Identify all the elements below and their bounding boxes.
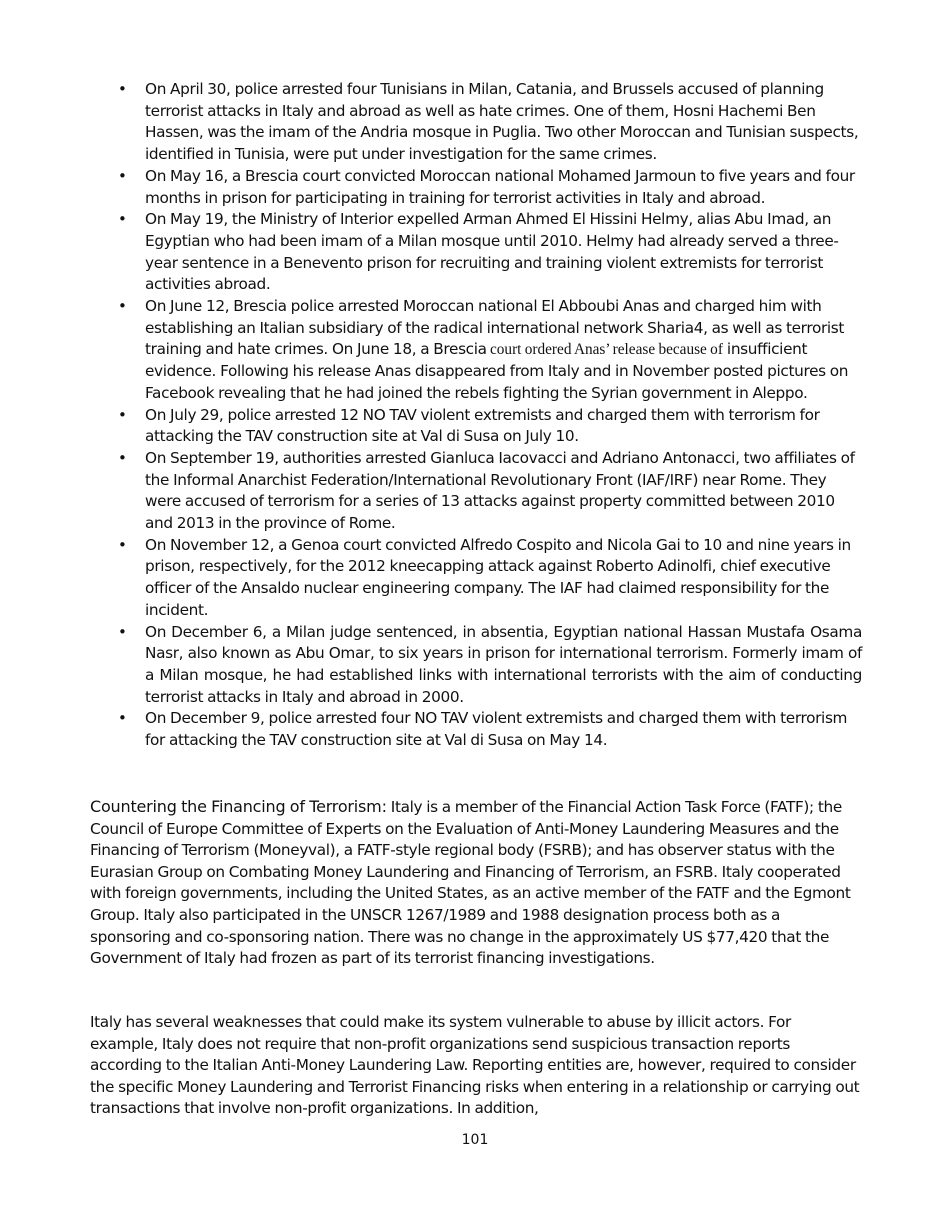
bullet-icon: • [118, 166, 127, 185]
section-heading: Countering the Financing of Terrorism: [90, 797, 387, 816]
bullet-text [145, 297, 848, 402]
cft-paragraph [90, 796, 862, 970]
list-item [118, 535, 862, 622]
list-item [118, 209, 862, 296]
bullet-text-part-serif: court ordered Anas’ release because of [486, 341, 723, 359]
bullet-text-part: On June 12, Brescia police arrested Moroccan national El Abboubi Anas and charged him with establishing an Italian subsidiary of the radical international network Sharia4, as well as terrorist training and hate crimes. On June 18, a Brescia [145, 297, 845, 359]
cft-body-text: Italy is a member of the Financial Action Task Force (FATF); the Council of Europe Committee of Experts on the Evaluation of Anti-Money Laundering Measures and the Financing of Terrorism (Moneyval), a FATF-style regional body (FSRB); and has observer status with the Eurasian Group on Combating Money Laundering and Financing of Terrorism, an FSRB. Italy cooperated with foreign governments, including the United States, as an active member of the FATF and the Egmont Group. Italy also participated in the UNSCR 1267/1989 and 1988 designation process both as a sponsoring and co-sponsoring nation. There was no change in the approximately US $77,420 that the Government of Italy had frozen as part of its terrorist financing investigations. [90, 798, 851, 968]
page-number: 101 [461, 1132, 489, 1148]
bullet-text: On July 29, police arrested 12 NO TAV violent extremists and charged them with terrorism for attacking the TAV construction site at Val di Susa on July 10. [145, 405, 820, 446]
list-item [118, 405, 862, 448]
list-item [118, 448, 862, 535]
bullet-icon: • [118, 535, 127, 554]
bullet-text: On November 12, a Genoa court convicted Alfredo Cospito and Nicola Gai to 10 and nine years in prison, respectively, for the 2012 kneecapping attack against Roberto Adinolfi, chief executive officer of the Ansaldo nuclear engineering company. The IAF had claimed responsibility for the incident. [145, 535, 851, 619]
bullet-icon: • [118, 448, 127, 467]
bullet-text: On May 19, the Ministry of Interior expelled Arman Ahmed El Hissini Helmy, alias Abu Imad, an Egyptian who had been imam of a Milan mosque until 2010. Helmy had already served a three-year sentence in a Benevento prison for recruiting and training violent extremists for terrorist activities abroad. [145, 210, 839, 294]
bullet-icon: • [118, 210, 127, 229]
bullet-text-part: insufficient evidence. Following his release Anas disappeared from Italy and in November posted pictures on Facebook revealing that he had joined the rebels fighting the Syrian government in Aleppo. [145, 340, 849, 402]
list-item [118, 622, 862, 709]
bullet-icon: • [118, 297, 127, 316]
bullet-text: On September 19, authorities arrested Gianluca Iacovacci and Adriano Antonacci, two affiliates of the Informal Anarchist Federation/International Revolutionary Front (IAF/IRF) near Rome. They were accused of terrorism for a series of 13 attacks against property committed between 2010 and 2013 in the province of Rome. [145, 448, 855, 533]
bullet-text: On May 16, a Brescia court convicted Moroccan national Mohamed Jarmoun to five years and four months in prison for participating in training for terrorist activities in Italy and abroad. [145, 166, 855, 207]
list-item [118, 79, 862, 166]
list-item [118, 708, 862, 751]
event-bullet-list [118, 79, 862, 752]
bullet-text: On April 30, police arrested four Tunisians in Milan, Catania, and Brussels accused of planning terrorist attacks in Italy and abroad as well as hate crimes. One of them, Hosni Hachemi Ben Hassen, was the imam of the Andria mosque in Puglia. Two other Moroccan and Tunisian suspects, identified in Tunisia, were put under investigation for the same crimes. [145, 80, 859, 164]
list-item [118, 166, 862, 209]
bullet-icon: • [118, 80, 127, 98]
weakness-paragraph: Italy has several weaknesses that could make its system vulnerable to abuse by illicit actors. For example, Italy does not require that non-profit organizations send suspicious transaction reports according to the Italian Anti-Money Laundering Law. Reporting entities are, however, required to consider the specific Money Laundering and Terrorist Financing risks when entering in a relationship or carrying out transactions that involve non-profit organizations. In addition, [90, 1013, 860, 1118]
bullet-icon: • [118, 622, 127, 641]
bullet-icon: • [118, 709, 127, 728]
bullet-text: On December 6, a Milan judge sentenced, in absentia, Egyptian national Hassan Mustafa Osama Nasr, also known as Abu Omar, to six years in prison for international terrorism. Formerly imam of a Milan mosque, he had established links with international terrorists with the aim of conducting terrorist attacks in Italy and abroad in 2000. [145, 622, 862, 706]
bullet-icon: • [118, 405, 127, 424]
list-item [118, 296, 862, 405]
bullet-text: On December 9, police arrested four NO TAV violent extremists and charged them with terrorism for attacking the TAV construction site at Val di Susa on May 14. [145, 709, 848, 750]
